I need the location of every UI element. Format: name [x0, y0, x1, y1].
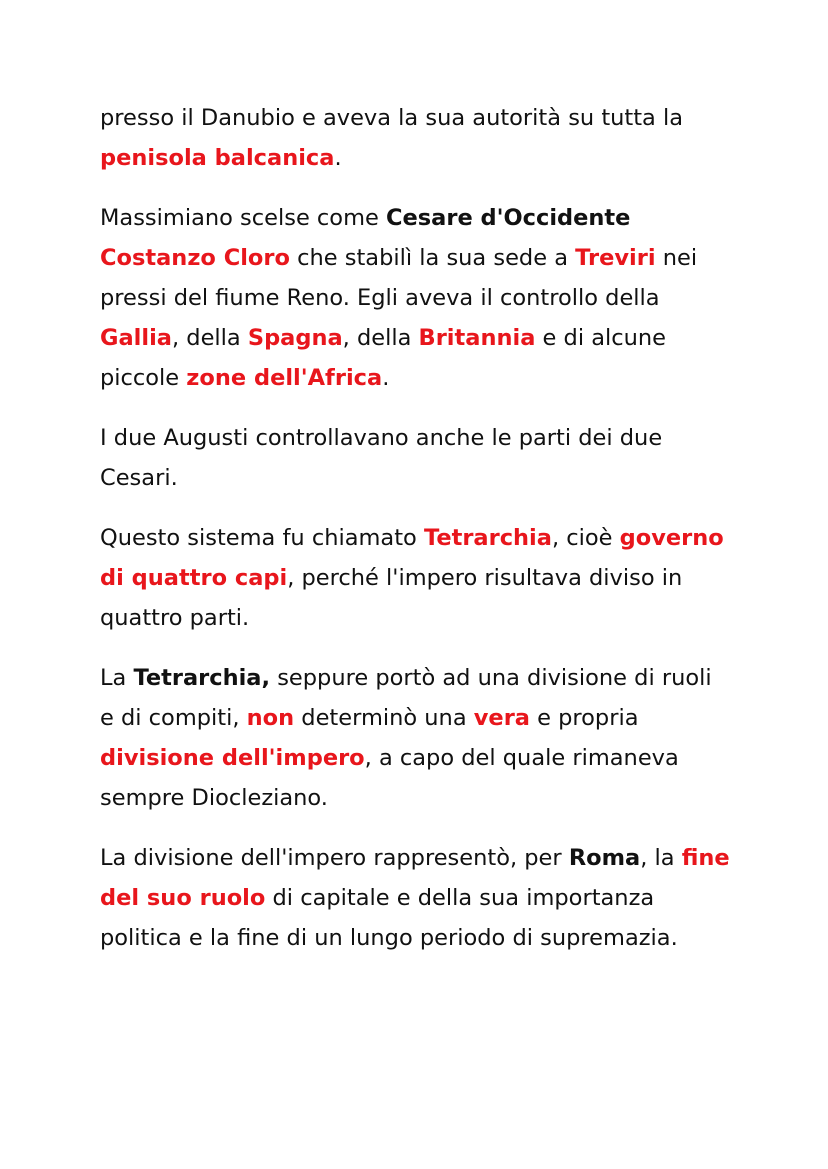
text-run: e di alcune piccole — [100, 325, 666, 391]
text-run: nei pressi del fiume Reno. Egli aveva il controllo della — [100, 245, 698, 311]
highlight-run: fine del suo ruolo — [100, 845, 730, 911]
text-run: Questo sistema fu chiamato — [100, 525, 424, 551]
text-run: Massimiano scelse come — [100, 205, 386, 231]
text-run: . — [334, 145, 342, 171]
highlight-run: Spagna — [247, 325, 343, 351]
text-run: che stabilì la sua sede a — [289, 245, 576, 271]
text-run: , perché l'impero risultava diviso in quattro parti. — [100, 565, 683, 631]
bold-run: Roma — [568, 845, 641, 871]
text-run: La — [100, 665, 134, 691]
text-run: , cioè — [551, 525, 620, 551]
highlight-run: Gallia — [100, 325, 172, 351]
text-run: La divisione dell'impero rappresentò, per — [100, 845, 569, 871]
paragraph-5 — [100, 658, 730, 818]
paragraph-4 — [100, 518, 730, 638]
paragraph-6 — [100, 838, 730, 958]
highlight-run: zone dell'Africa — [186, 365, 383, 391]
highlight-run: Tetrarchia — [423, 525, 552, 551]
highlight-run: penisola balcanica — [100, 145, 335, 171]
text-run: , della — [171, 325, 248, 351]
paragraph-1 — [100, 98, 730, 178]
bold-run: Cesare d'Occidente — [386, 205, 631, 231]
text-run: , a capo del quale rimaneva sempre Diocleziano. — [100, 745, 679, 811]
text-run: I due Augusti controllavano anche le parti dei due Cesari. — [100, 425, 663, 491]
bold-run: Tetrarchia, — [133, 665, 271, 691]
highlight-run: Britannia — [418, 325, 536, 351]
paragraph-2 — [100, 198, 730, 398]
text-run: e propria — [529, 705, 639, 731]
highlight-run: Treviri — [575, 245, 656, 271]
highlight-run: non — [246, 705, 295, 731]
highlight-run: divisione dell'impero — [100, 745, 365, 771]
text-run: seppure portò ad una divisione di ruoli e di compiti, — [100, 665, 712, 731]
highlight-run: governo di quattro capi — [100, 525, 724, 591]
text-run: , la — [640, 845, 682, 871]
highlight-run: Costanzo Cloro — [100, 245, 290, 271]
highlight-run: vera — [473, 705, 530, 731]
text-run: , della — [342, 325, 419, 351]
text-run: determinò una — [294, 705, 474, 731]
text-run: . — [382, 365, 390, 391]
document-page — [100, 98, 730, 978]
text-run: presso il Danubio e aveva la sua autorità su tutta la — [100, 105, 684, 131]
text-run: di capitale e della sua importanza politica e la fine di un lungo periodo di supremazia. — [100, 885, 678, 951]
paragraph-3 — [100, 418, 730, 498]
